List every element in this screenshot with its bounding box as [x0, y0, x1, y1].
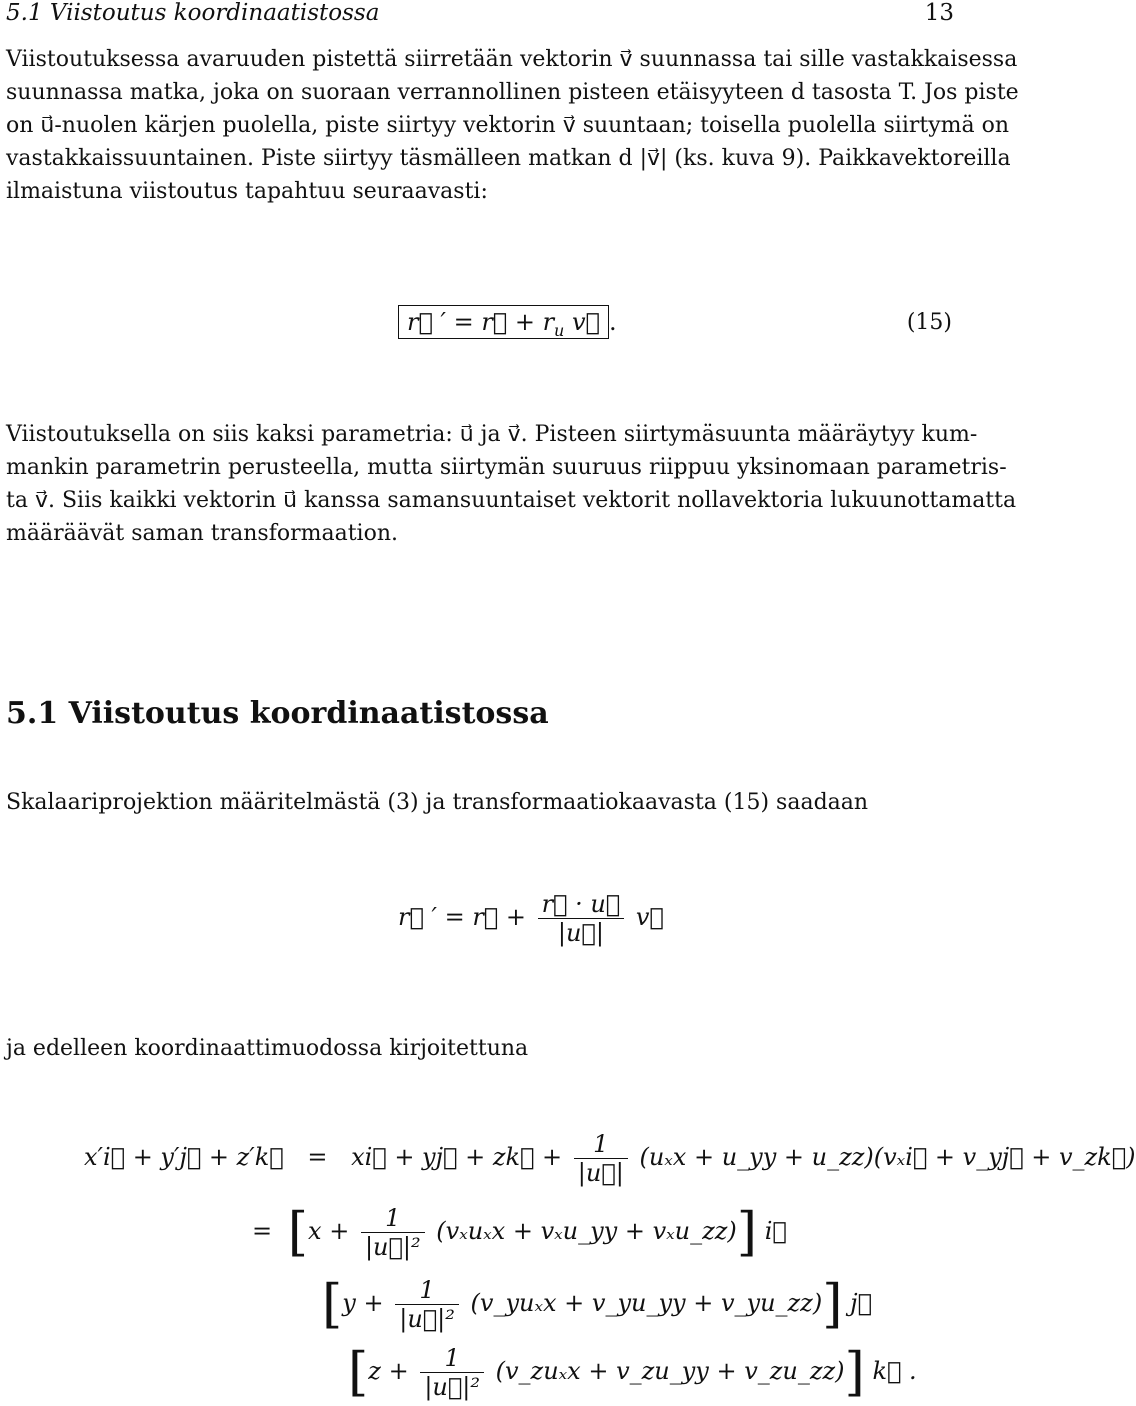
text-line: vastakkaissuuntainen. Piste siirtyy täsmälleen matkan d |v⃗| (ks. kuva 9). Paikkavektoreilla [6, 146, 1011, 171]
text-line: ilmaistuna viistoutus tapahtuu seuraavasti: [6, 179, 488, 204]
paragraph-intro [6, 43, 1019, 208]
equation-15-subscript: u [554, 320, 565, 340]
row-vector: j⃗ [850, 1289, 872, 1317]
section-heading: 5.1 Viistoutus koordinaatistossa [6, 696, 549, 731]
paragraph-projection [6, 786, 954, 819]
equation-projection [398, 890, 664, 947]
running-header [6, 0, 954, 30]
fraction-numerator: 1 [420, 1344, 484, 1373]
text-line: ta v⃗. Siis kaikki vektorin u⃗ kanssa samansuuntaiset vektorit nollavektoria lukuunottamatta [6, 488, 1017, 513]
text-line: Skalaariprojektion määritelmästä (3) ja transformaatiokaavasta (15) saadaan [6, 790, 869, 815]
row-term: (v_zuₓx + v_zu_yy + v_zu_zz) [495, 1357, 845, 1385]
row-vector: i⃗ [764, 1217, 787, 1245]
fraction [538, 890, 625, 947]
left-bracket: [ [287, 1202, 309, 1263]
equation-number: (15) [906, 310, 952, 335]
fraction-denominator: |u⃗| [577, 1159, 624, 1187]
row-term: (vₓuₓx + vₓu_yy + vₓu_zz) [436, 1217, 737, 1245]
paragraph-coordinates [6, 1032, 954, 1065]
running-header-title: 5.1 Viistoutus koordinaatistossa [6, 0, 380, 26]
fraction-numerator: 1 [574, 1130, 628, 1159]
equation-15-period: . [608, 308, 617, 336]
row-term: xi⃗ + yj⃗ + zk⃗ + [351, 1143, 563, 1171]
row-term: z + [368, 1357, 409, 1385]
text-line: mankin parametrin perusteella, mutta siirtymän suuruus riippuu yksinomaan parametris- [6, 455, 1007, 480]
equation-box [398, 305, 609, 339]
fraction-numerator: 1 [361, 1204, 425, 1233]
row-term: (v_yuₓx + v_yu_yy + v_yu_zz) [470, 1289, 823, 1317]
text-line: määräävät saman transformaation. [6, 521, 398, 546]
left-bracket: [ [322, 1274, 343, 1335]
equation-row-3 [322, 1276, 872, 1333]
right-bracket: ] [736, 1202, 758, 1263]
equation-row-4 [348, 1344, 917, 1401]
fraction-denominator: |u⃗|² [399, 1305, 455, 1333]
fraction [395, 1276, 459, 1333]
row-vector: k⃗ . [872, 1357, 917, 1385]
fraction-denominator: |u⃗| [557, 919, 604, 947]
fraction-numerator: r⃗ · u⃗ [538, 890, 625, 919]
row-term: (uₓx + u_yy + u_zz)(vₓi⃗ + v_yj⃗ + v_zk⃗) [639, 1143, 1136, 1171]
text-line: on u⃗-nuolen kärjen puolella, piste siirtyy vektorin v⃗ suuntaan; toisella puolella siirtymä on [6, 113, 1010, 138]
fraction [574, 1130, 628, 1187]
text-line: suunnassa matka, joka on suoraan verrannollinen pisteen etäisyyteen d tasosta T. Jos piste [6, 80, 1019, 105]
paragraph-parameters [6, 418, 1017, 550]
right-bracket: ] [822, 1274, 843, 1335]
equals-sign: = [252, 1217, 273, 1245]
equals-sign: = [307, 1143, 328, 1171]
equation-tail: v⃗ [635, 903, 664, 931]
equation-row-1 [84, 1130, 1136, 1187]
right-bracket: ] [844, 1342, 865, 1403]
page-number: 13 [924, 0, 954, 26]
equation-15-lhs: r⃗ ′ = r⃗ + r [407, 308, 555, 336]
equation-row-2 [252, 1204, 787, 1261]
text-line: ja edelleen koordinaattimuodossa kirjoitettuna [6, 1036, 529, 1061]
equation-15-rhs: v⃗ [572, 308, 600, 336]
fraction-denominator: |u⃗|² [364, 1233, 421, 1261]
row-lhs: x′i⃗ + y′j⃗ + z′k⃗ [84, 1143, 284, 1171]
text-line: Viistoutuksella on siis kaksi parametria: u⃗ ja v⃗. Pisteen siirtymäsuunta määräytyy kum- [6, 422, 978, 447]
fraction-denominator: |u⃗|² [424, 1373, 480, 1401]
equation-15 [398, 308, 617, 340]
fraction [361, 1204, 425, 1261]
left-bracket: [ [348, 1342, 369, 1403]
row-term: y + [342, 1289, 384, 1317]
text-line: Viistoutuksessa avaruuden pistettä siirretään vektorin v⃗ suunnassa tai sille vastakkaisessa [6, 47, 1018, 72]
fraction [420, 1344, 484, 1401]
equation-lhs: r⃗ ′ = r⃗ + [398, 903, 526, 931]
row-term: x + [308, 1217, 350, 1245]
fraction-numerator: 1 [395, 1276, 459, 1305]
